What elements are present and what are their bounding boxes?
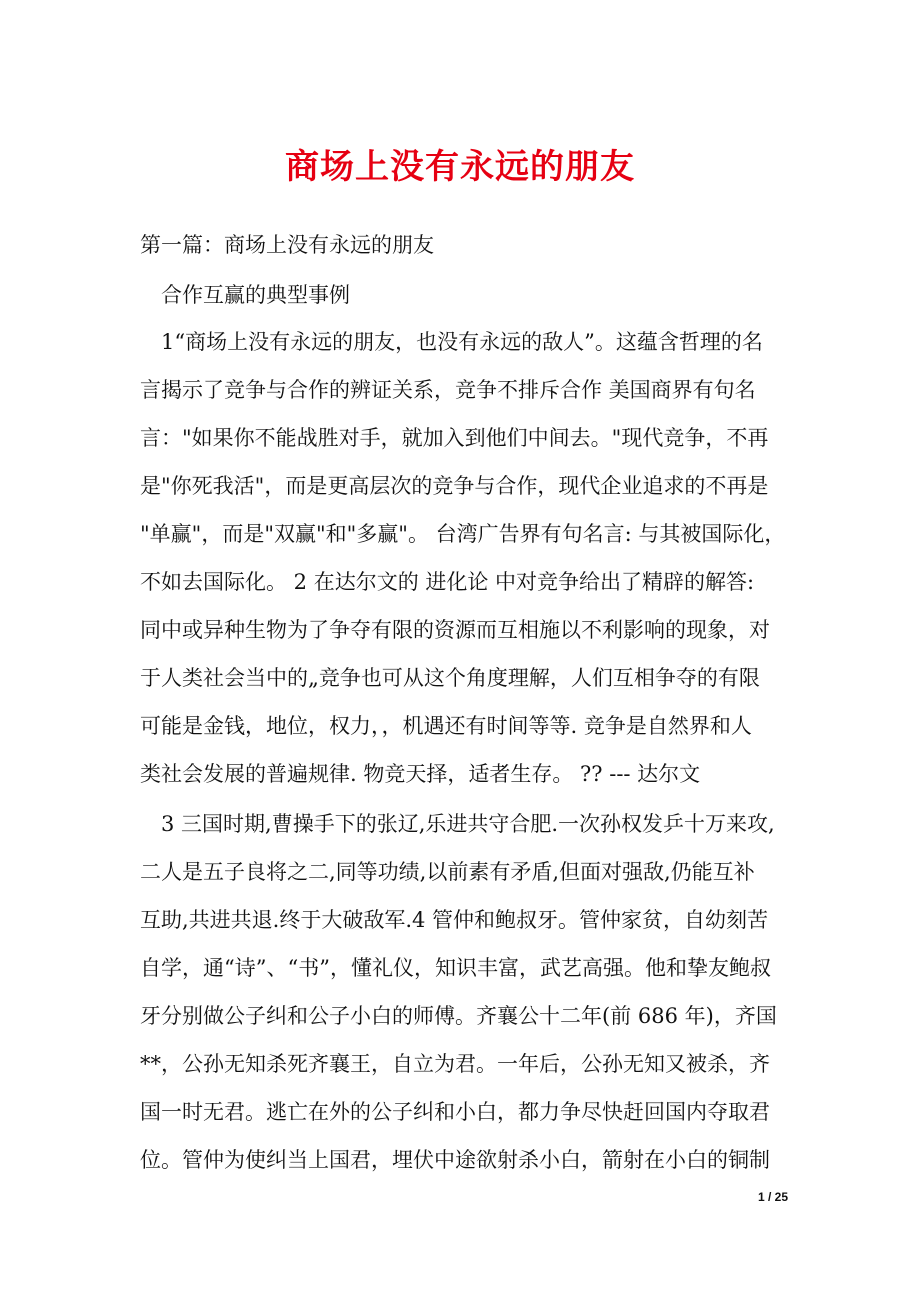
page-number: 1 / 25 <box>757 1190 788 1204</box>
paragraph-line: 不如去国际化。 2 在达尔文的 进化论 中对竞争给出了精辟的解答: <box>140 570 755 594</box>
paragraph-line: 二人是五子良将之二,同等功绩,以前素有矛盾,但面对强敌,仍能互补 <box>140 860 755 884</box>
paragraph-line: 位。管仲为使纠当上国君，埋伏中途欲射杀小白，箭射在小白的铜制 <box>140 1148 770 1172</box>
paragraph-line: "单赢"，而是"双赢"和"多赢"。 台湾广告界有句名言: 与其被国际化， <box>140 522 786 546</box>
paragraph-line: 是"你死我活"，而是更高层次的竞争与合作，现代企业追求的不再是 <box>140 474 769 498</box>
paragraph-line: 互助,共进共退.终于大破敌军.4 管仲和鲍叔牙。管仲家贫，自幼刻苦 <box>140 908 769 932</box>
paragraph-line: 言揭示了竞争与合作的辨证关系，竞争不排斥合作 美国商界有句名 <box>140 378 756 402</box>
paragraph-line: 于人类社会当中的„竞争也可从这个角度理解，人们互相争夺的有限 <box>140 666 760 690</box>
paragraph-line: 3 三国时期,曹操手下的张辽,乐进共守合肥.一次孙权发乒十万来攻, <box>161 812 775 836</box>
section-heading: 第一篇：商场上没有永远的朋友 <box>140 233 434 257</box>
paragraph-line: 类社会发展的普遍规律. 物竞天择，适者生存。 ?? --- 达尔文 <box>140 762 701 786</box>
paragraph-line: 自学，通“诗”、“书”，懂礼仪，知识丰富，武艺高强。他和挚友鲍叔 <box>140 956 771 980</box>
paragraph-line: 国一时无君。逃亡在外的公子纠和小白，都力争尽快赶回国内夺取君 <box>140 1100 770 1124</box>
paragraph-line: **，公孙无知杀死齐襄王，自立为君。一年后，公孙无知又被杀，齐 <box>140 1052 770 1076</box>
paragraph-line: 同中或异种生物为了争夺有限的资源而互相施以不利影响的现象，对 <box>140 618 770 642</box>
page-title: 商场上没有永远的朋友 <box>285 147 635 187</box>
paragraph-line: 可能是金钱，地位，权力，，机遇还有时间等等. 竞争是自然界和人 <box>140 714 752 738</box>
subheading: 合作互赢的典型事例 <box>161 283 350 307</box>
paragraph-line: 言："如果你不能战胜对手，就加入到他们中间去。"现代竞争，不再 <box>140 426 769 450</box>
paragraph-line: 牙分别做公子纠和公子小白的师傅。齐襄公十二年(前 686 年)，齐国 <box>140 1004 777 1028</box>
paragraph-line: 1“商场上没有永远的朋友，也没有永远的敌人”。这蕴含哲理的名 <box>161 330 763 354</box>
